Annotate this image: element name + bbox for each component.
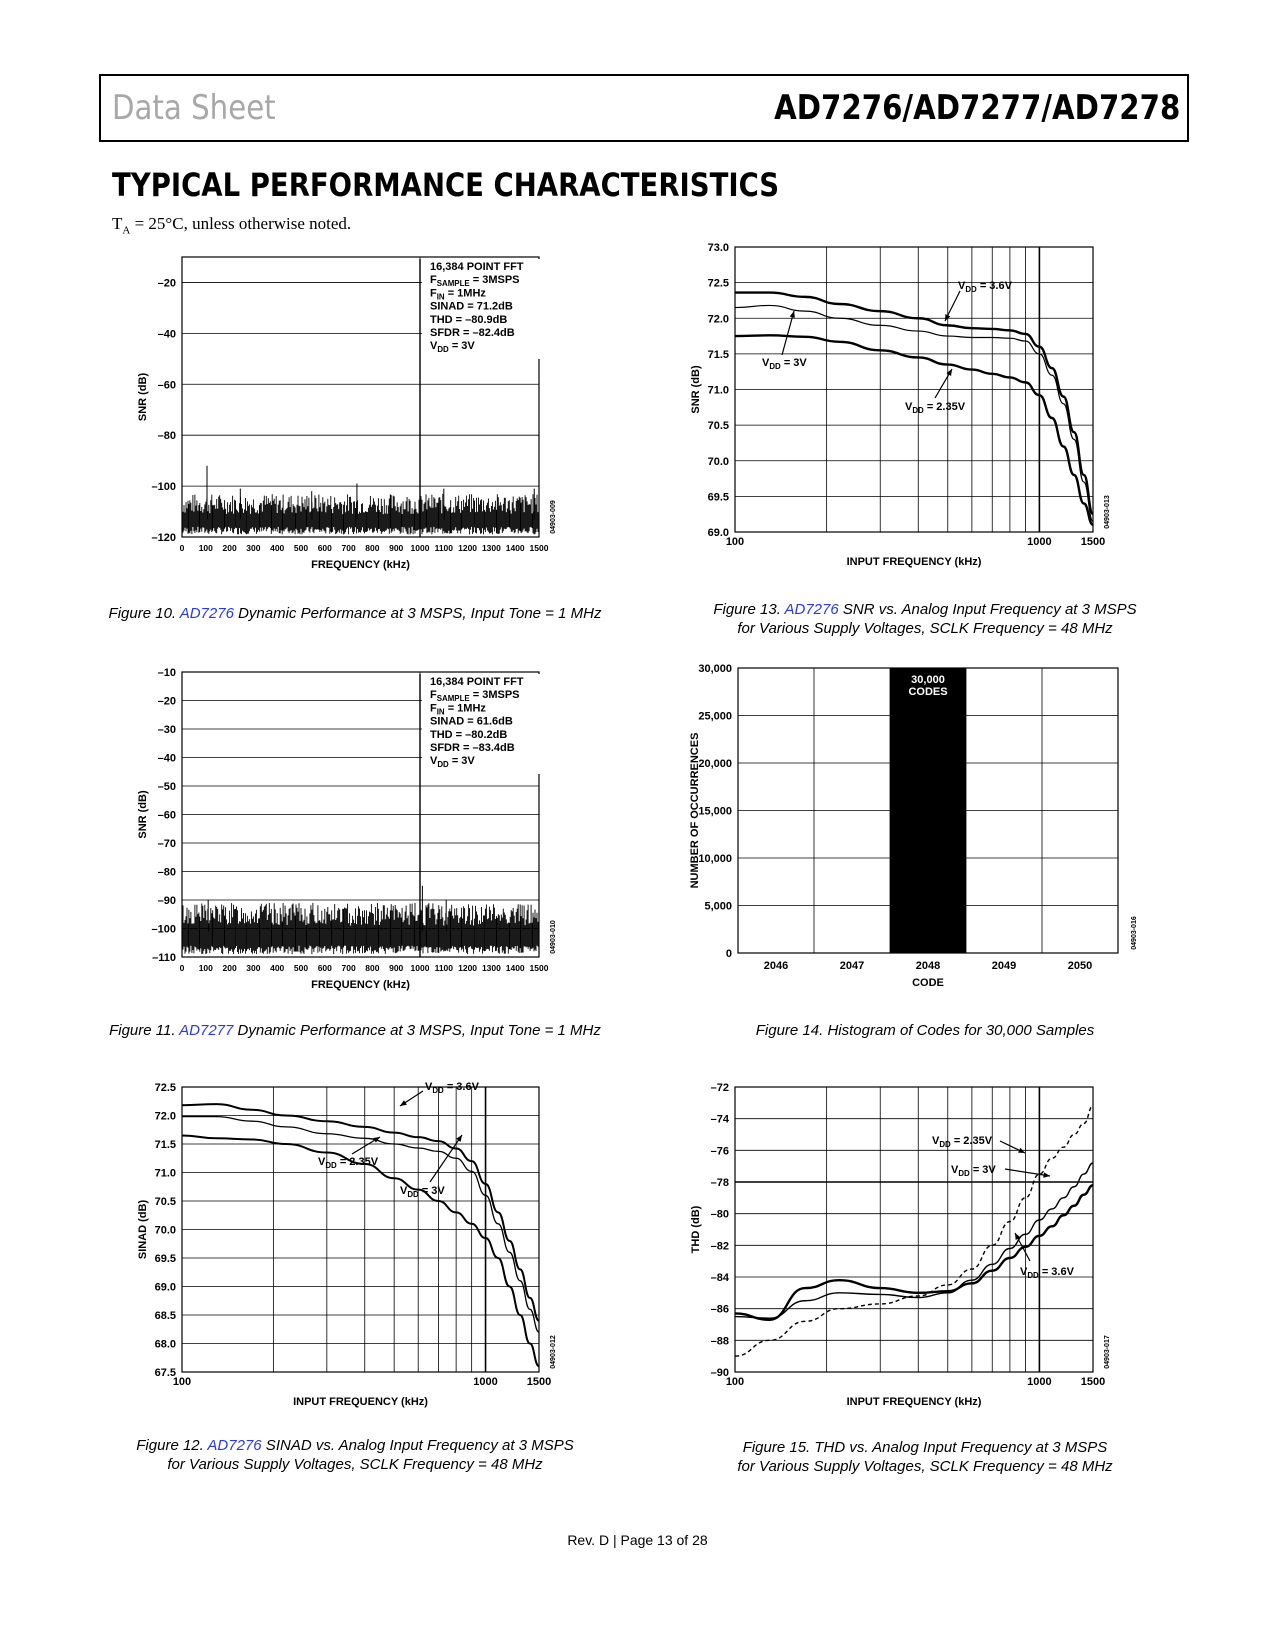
- annotation-text: 16,384 POINT FFT: [430, 676, 524, 688]
- y-tick-label: –10: [157, 667, 176, 679]
- x-tick-label: 800: [365, 963, 380, 973]
- figure-11-chart: [130, 667, 590, 1015]
- x-tick-label: 1000: [1027, 1376, 1052, 1388]
- x-tick-label: 0: [179, 543, 185, 553]
- figure-15-chart: [690, 1082, 1160, 1430]
- annotation-text: $F_{SAMPLE}$ = 3MSPS: [430, 274, 520, 289]
- x-tick-label: 1200: [458, 543, 478, 553]
- label-arrowhead: [1043, 1172, 1050, 1177]
- y-tick-label: –40: [157, 752, 176, 765]
- y-tick-label: –80: [157, 866, 176, 879]
- x-axis-label: INPUT FREQUENCY (kHz): [846, 1396, 982, 1408]
- y-tick-label: –88: [710, 1335, 729, 1348]
- x-tick-label: 900: [389, 543, 404, 553]
- annotation-text: SFDR = –83.4dB: [430, 742, 515, 754]
- y-tick-label: 15,000: [698, 805, 732, 818]
- x-tick-label: 1400: [505, 543, 525, 553]
- x-axis-label: INPUT FREQUENCY (kHz): [846, 556, 982, 568]
- annotation-text: SINAD = 61.6dB: [430, 715, 513, 728]
- y-tick-label: 70.0: [154, 1224, 176, 1237]
- x-tick-label: 1500: [529, 963, 549, 973]
- caption-text: Dynamic Performance at 3 MSPS, Input Tone = 1 MHz: [233, 1022, 601, 1039]
- y-tick-label: 73.0: [707, 242, 729, 254]
- label-arrowhead: [456, 1135, 462, 1142]
- y-tick-label: 68.5: [154, 1310, 176, 1322]
- figure-11-caption: [65, 1021, 645, 1040]
- x-axis-label: INPUT FREQUENCY (kHz): [293, 1396, 428, 1408]
- annotation-text: THD = –80.9dB: [430, 313, 508, 326]
- caption-prefix: Figure 10.: [108, 605, 180, 622]
- caption-prefix: Figure 13.: [713, 601, 785, 618]
- annotation-text: $V_{DD} = 3V$: [430, 340, 475, 355]
- x-tick-label: 200: [222, 963, 237, 973]
- series-label: $V_{DD} = 2.35V$: [318, 1156, 379, 1170]
- y-tick-label: 72.0: [707, 313, 729, 326]
- y-tick-label: –82: [710, 1240, 729, 1253]
- x-tick-label: 0: [179, 963, 185, 973]
- x-tick-label: 2048: [915, 960, 941, 972]
- y-tick-label: 72.5: [154, 1082, 176, 1094]
- series-label: $V_{DD} = 2.35V$: [932, 1135, 993, 1149]
- label-leader: [782, 311, 794, 355]
- section-title: TYPICAL PERFORMANCE CHARACTERISTICS: [112, 166, 780, 204]
- y-tick-label: 67.5: [154, 1367, 176, 1379]
- y-tick-label: 70.5: [707, 420, 729, 433]
- ad7276-link[interactable]: AD7276: [179, 605, 234, 622]
- annotation-text: SINAD = 71.2dB: [430, 300, 513, 313]
- x-tick-label: 500: [293, 543, 309, 553]
- y-tick-label: 70.5: [154, 1196, 176, 1208]
- caption-prefix: Figure 11.: [109, 1022, 180, 1039]
- y-axis-label: SNR (dB): [137, 372, 149, 422]
- y-tick-label: 69.5: [154, 1253, 176, 1265]
- y-tick-label: –90: [710, 1367, 729, 1379]
- y-tick-label: –110: [152, 952, 176, 964]
- y-axis-label: SINAD (dB): [137, 1199, 149, 1260]
- y-tick-label: –90: [157, 895, 176, 907]
- y-tick-label: –100: [151, 923, 176, 936]
- x-axis-label: FREQUENCY (kHz): [311, 979, 410, 991]
- x-tick-label: 1000: [410, 543, 430, 553]
- x-tick-label: 600: [317, 963, 332, 973]
- x-tick-label: 2050: [1067, 960, 1093, 972]
- figure-14-chart: [690, 665, 1160, 1015]
- annotation-text: 16,384 POINT FFT: [430, 261, 524, 273]
- y-tick-label: –70: [157, 838, 176, 850]
- x-tick-label: 1000: [1027, 536, 1052, 548]
- series-label: $V_{DD} = 3.6V$: [958, 280, 1012, 294]
- x-tick-label: 1100: [434, 963, 454, 973]
- x-tick-label: 700: [341, 963, 356, 973]
- x-tick-label: 2049: [991, 960, 1017, 972]
- x-tick-label: 1100: [434, 543, 454, 553]
- histogram-bar: [890, 668, 966, 953]
- ad7276-link[interactable]: AD7276: [207, 1437, 262, 1454]
- caption-text: Figure 15. THD vs. Analog Input Frequency at 3 MSPS: [742, 1439, 1108, 1456]
- series-label: $V_{DD} = 3.6V$: [425, 1081, 479, 1095]
- y-axis-label: SNR (dB): [137, 790, 149, 839]
- annotation-text: $F_{IN} = 1MHz$: [430, 287, 486, 302]
- caption-text: SNR vs. Analog Input Frequency at 3 MSPS: [838, 601, 1137, 618]
- y-tick-label: 71.0: [154, 1167, 176, 1180]
- x-tick-label: 500: [293, 963, 309, 973]
- caption-prefix: Figure 12.: [136, 1437, 208, 1454]
- x-tick-label: 900: [389, 963, 404, 973]
- test-conditions: [112, 214, 351, 236]
- figure-code: 04903-016: [1131, 916, 1138, 950]
- caption-line2: for Various Supply Voltages, SCLK Frequency = 48 MHz: [737, 1458, 1113, 1475]
- x-tick-label: 100: [725, 1376, 745, 1388]
- conditions-text: = 25°C, unless otherwise noted.: [130, 214, 352, 233]
- y-tick-label: 25,000: [698, 710, 732, 723]
- figure-10-chart: [130, 255, 590, 600]
- y-tick-label: –50: [157, 781, 176, 793]
- y-tick-label: –120: [151, 532, 176, 544]
- y-tick-label: –78: [710, 1177, 729, 1189]
- y-tick-label: 20,000: [698, 758, 732, 770]
- x-tick-label: 100: [725, 536, 745, 548]
- y-tick-label: –60: [157, 379, 176, 392]
- y-tick-label: –40: [157, 328, 176, 341]
- figure-code: 04903-012: [550, 1335, 557, 1369]
- caption-text: Figure 14. Histogram of Codes for 30,000 Samples: [755, 1022, 1095, 1039]
- figure-code: 04903-009: [550, 500, 557, 534]
- y-tick-label: 10,000: [698, 853, 732, 865]
- y-tick-label: 71.5: [707, 348, 729, 361]
- ad7277-link[interactable]: AD7277: [179, 1022, 234, 1039]
- y-tick-label: 72.5: [707, 277, 729, 290]
- x-tick-label: 300: [246, 963, 261, 973]
- x-tick-label: 1300: [481, 963, 501, 973]
- x-tick-label: 1500: [1080, 1376, 1106, 1388]
- y-tick-label: 71.5: [154, 1139, 176, 1151]
- y-tick-label: –100: [151, 481, 176, 494]
- figure-12-caption: [65, 1436, 645, 1474]
- y-tick-label: –74: [710, 1113, 729, 1126]
- noise-floor: [182, 494, 539, 535]
- annotation-text: $F_{SAMPLE}$ = 3MSPS: [430, 689, 520, 704]
- x-tick-label: 400: [270, 543, 285, 553]
- y-tick-label: –86: [710, 1303, 729, 1316]
- x-tick-label: 100: [172, 1376, 192, 1388]
- annotation-text: SFDR = –82.4dB: [430, 327, 515, 339]
- y-axis-label: THD (dB): [690, 1205, 702, 1254]
- caption-line2: for Various Supply Voltages, SCLK Frequency = 48 MHz: [737, 620, 1113, 637]
- conditions-sub: A: [122, 224, 131, 237]
- y-tick-label: –60: [157, 809, 176, 822]
- y-tick-label: 5,000: [704, 900, 732, 913]
- x-tick-label: 1500: [529, 543, 549, 553]
- y-tick-label: 71.0: [707, 384, 729, 397]
- series-label: $V_{DD} = 3V$: [951, 1164, 996, 1178]
- x-tick-label: 1500: [526, 1376, 552, 1388]
- bar-data-label: 30,000: [911, 674, 945, 686]
- figure-14-caption: [635, 1021, 1215, 1040]
- y-tick-label: 0: [725, 948, 732, 960]
- x-tick-label: 400: [270, 963, 285, 973]
- x-tick-label: 1000: [473, 1376, 498, 1388]
- x-tick-label: 600: [317, 543, 332, 553]
- series-label: $V_{DD} = 3V$: [762, 357, 807, 371]
- header-part-numbers: AD7276/AD7277/AD7278: [773, 88, 1180, 128]
- x-tick-label: 1400: [505, 963, 525, 973]
- noise-floor: [182, 903, 539, 954]
- y-tick-label: –72: [710, 1082, 729, 1094]
- x-tick-label: 1000: [410, 963, 430, 973]
- y-tick-label: 69.5: [707, 491, 729, 504]
- y-tick-label: –30: [157, 724, 176, 736]
- y-tick-label: –80: [157, 430, 176, 443]
- y-axis-label: SNR (dB): [690, 365, 702, 414]
- y-axis-label: NUMBER OF OCCURRENCES: [689, 732, 701, 889]
- x-tick-label: 2046: [763, 960, 789, 972]
- x-tick-label: 1500: [1080, 536, 1106, 548]
- x-tick-label: 200: [222, 543, 237, 553]
- x-tick-label: 1300: [481, 543, 501, 553]
- bar-data-label: CODES: [908, 686, 948, 698]
- x-tick-label: 700: [341, 543, 356, 553]
- figure-code: 04903-013: [1104, 495, 1111, 529]
- y-tick-label: 70.0: [707, 455, 729, 468]
- header-doc-type: Data Sheet: [112, 88, 276, 128]
- x-axis-label: FREQUENCY (kHz): [311, 559, 410, 571]
- annotation-text: $F_{IN} = 1MHz$: [430, 702, 486, 717]
- series-label: $V_{DD} = 2.35V$: [905, 401, 966, 415]
- caption-text: SINAD vs. Analog Input Frequency at 3 MSPS: [261, 1437, 574, 1454]
- y-tick-label: –76: [710, 1145, 729, 1158]
- figure-12-chart: [130, 1081, 590, 1430]
- figure-15-caption: [635, 1438, 1215, 1476]
- annotation-text: $V_{DD} = 3V$: [430, 755, 475, 770]
- figure-code: 04903-017: [1104, 1335, 1111, 1369]
- figure-code: 04903-010: [550, 920, 557, 954]
- x-tick-label: 800: [365, 543, 380, 553]
- caption-text: Dynamic Performance at 3 MSPS, Input Tone = 1 MHz: [233, 605, 602, 622]
- x-axis-label: CODE: [912, 977, 944, 989]
- y-tick-label: –20: [157, 277, 176, 290]
- series-label: $V_{DD} = 3.6V$: [1020, 1266, 1074, 1280]
- y-tick-label: 30,000: [698, 663, 732, 675]
- series-label: $V_{DD} = 3V$: [400, 1185, 445, 1199]
- y-tick-label: 69.0: [707, 527, 729, 539]
- x-tick-label: 2047: [839, 960, 865, 972]
- y-tick-label: –80: [710, 1208, 729, 1221]
- label-arrowhead: [400, 1100, 407, 1106]
- y-tick-label: –84: [710, 1272, 729, 1284]
- page-footer: Rev. D | Page 13 of 28: [567, 1532, 708, 1548]
- figure-13-chart: [690, 242, 1160, 590]
- figure-10-caption: [65, 604, 645, 623]
- annotation-text: THD = –80.2dB: [430, 728, 508, 741]
- x-tick-label: 300: [246, 543, 261, 553]
- y-tick-label: –20: [157, 695, 176, 708]
- conditions-prefix: T: [112, 214, 123, 233]
- x-tick-label: 100: [198, 963, 213, 973]
- y-tick-label: 69.0: [154, 1281, 176, 1294]
- ad7276-link[interactable]: AD7276: [784, 601, 839, 618]
- x-tick-label: 100: [198, 543, 213, 553]
- x-tick-label: 1200: [458, 963, 478, 973]
- caption-line2: for Various Supply Voltages, SCLK Frequency = 48 MHz: [167, 1456, 543, 1473]
- y-tick-label: 72.0: [154, 1110, 176, 1123]
- figure-13-caption: [635, 600, 1215, 638]
- y-tick-label: 68.0: [154, 1338, 176, 1351]
